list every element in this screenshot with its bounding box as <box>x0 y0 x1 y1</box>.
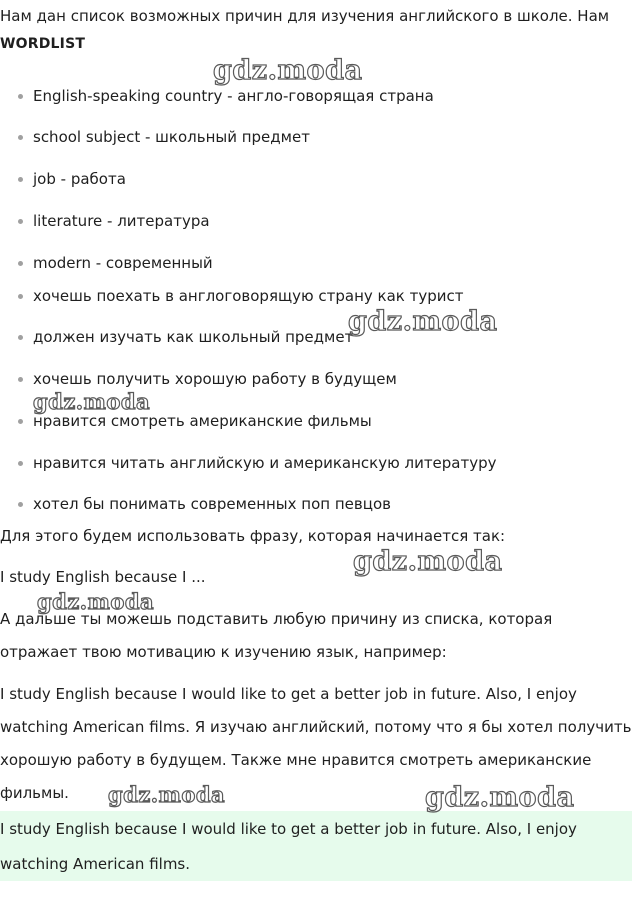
list-item-text: job - работа <box>33 170 126 188</box>
list-item-text: хочешь поехать в англоговорящую страну как турист <box>33 287 464 305</box>
list-item-text: modern - современный <box>33 254 213 272</box>
watermark-logo: gdz.moda <box>213 55 363 86</box>
bullet-icon <box>18 502 23 507</box>
intro-text: Нам дан список возможных причин для изучения английского в школе. Нам <box>0 7 610 25</box>
bullet-icon <box>18 94 23 99</box>
list-item-text: English-speaking country - англо-говорящая страна <box>33 87 434 105</box>
list-item-text: literature - литература <box>33 212 210 230</box>
answer-text: I study English because I would like to get a better job in future. Also, I enjoy watching American films. <box>0 820 577 873</box>
example-text: I study English because I would like to get a better job in future. Also, I enjoy watching American films. Я изучаю английский, потому что я бы хотел получить хорошую работу в будущем. Также мне нравится смотреть американские фильмы. <box>0 685 632 802</box>
bullet-icon <box>18 461 23 466</box>
bullet-icon <box>18 135 23 140</box>
phrase-intro: Для этого будем использовать фразу, которая начинается так: <box>0 527 506 545</box>
list-item-text: хочешь получить хорошую работу в будущем <box>33 370 397 388</box>
bullet-icon <box>18 335 23 340</box>
bullet-icon <box>18 261 23 266</box>
list-item <box>18 494 391 514</box>
answer-box <box>0 811 632 881</box>
wordlist-title: WORDLIST <box>0 36 86 52</box>
watermark-logo: gdz.moda <box>37 589 155 614</box>
list-item <box>18 86 434 106</box>
bullet-icon <box>18 377 23 382</box>
list-item-text: нравится смотреть американские фильмы <box>33 412 372 430</box>
list-item <box>18 327 353 347</box>
list-item-text: нравится читать английскую и американскую литературу <box>33 454 497 472</box>
list-item <box>18 253 213 273</box>
explanation-text: А дальше ты можешь подставить любую причину из списка, которая отражает твою мотивацию к изучению язык, например: <box>0 610 553 661</box>
bullet-icon <box>18 177 23 182</box>
watermark-logo: gdz.moda <box>108 782 226 807</box>
watermark-logo: gdz.moda <box>33 389 151 414</box>
list-item <box>18 286 463 306</box>
list-item <box>18 453 497 473</box>
list-item <box>18 169 126 189</box>
list-item-text: school subject - школьный предмет <box>33 128 310 146</box>
bullet-icon <box>18 419 23 424</box>
list-item-text: должен изучать как школьный предмет <box>33 328 354 346</box>
list-item <box>18 127 310 147</box>
list-item <box>18 369 397 389</box>
bullet-icon <box>18 294 23 299</box>
watermark-logo: gdz.moda <box>348 306 498 337</box>
bullet-icon <box>18 219 23 224</box>
list-item-text: хотел бы понимать современных поп певцов <box>33 495 391 513</box>
list-item <box>18 211 210 231</box>
list-item <box>18 411 372 431</box>
phrase-start: I study English because I ... <box>0 568 206 586</box>
watermark-logo: gdz.moda <box>353 546 503 577</box>
watermark-logo: gdz.moda <box>425 782 575 813</box>
